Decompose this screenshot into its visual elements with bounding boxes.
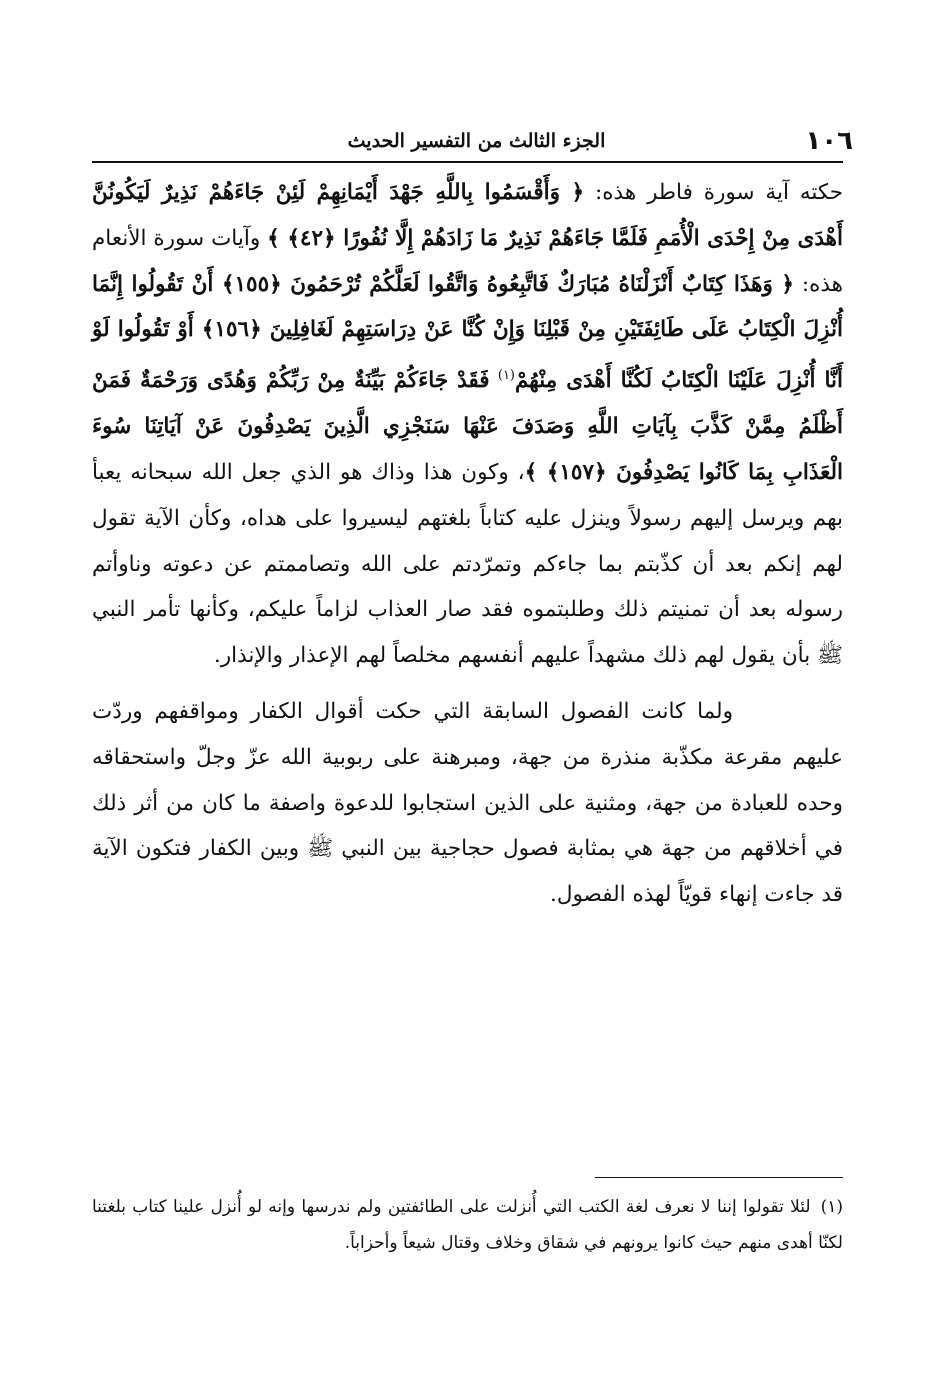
running-title: الجزء الثالث من التفسير الحديث [347, 130, 606, 152]
paragraph-2: ولما كانت الفصول السابقة التي حكت أقوال الكفار ومواقفهم وردّت عليهم مقرعة مكذّبة منذرة من جهة، ومبرهنة على ربوبية الله عزّ وجلّ واستحقاقه وحده للعبادة من جهة، ومثنية على الذين استجابوا للدعوة واصفة ما كان من أثر ذلك في أخلاقهم من جهة هي بمثابة فصول حجاجية بين النبي ﷺ وبين الكفار فتكون الآية قد جاءت إنهاء قويّاً لهذه الفصول. [92, 698, 843, 908]
quran-quote-anam-1: ﴿ وَهَذَا كِتَابٌ أَنْزَلْنَاهُ مُبَارَكٌ فَاتَّبِعُوهُ وَاتَّقُوا لَعَلَّكُمْ تُرْحَمُونَ ﴿١٥٥﴾ أَنْ تَقُولُوا إِنَّمَا أُنْزِلَ الْكِتَابُ عَلَى طَائِفَتَيْنِ مِنْ قَبْلِنَا وَإِنْ كُنَّا عَنْ دِرَاسَتِهِمْ لَغَافِلِينَ ﴿١٥٦﴾ أَوْ تَقُولُوا لَوْ أَنَّا أُنْزِلَ عَلَيْنَا الْكِتَابُ لَكُنَّا أَهْدَى مِنْهُمْ [92, 271, 843, 394]
footnote-marker: (١) [820, 1197, 843, 1217]
intro-text: حكته آية سورة فاطر هذه: [595, 180, 843, 205]
running-header [140, 124, 853, 158]
footnote-text: لئلا تقولوا إننا لا نعرف لغة الكتب التي أُنزلت على الطائفتين ولم ندرسها وإنه لو أُنزل علينا كتاب بلغتنا لكنّا أهدى منهم حيث كانوا يرونهم في شقاق وخلاف وقتال شيعاً وأحزاباً. [92, 1197, 843, 1253]
commentary-text: ، وكون هذا وذاك هو الذي جعل الله سبحانه يعبأ بهم ويرسل إليهم رسولاً وينزل عليه كتاباً بلغتهم ليسيروا على هداه، وكأن الآية تقول لهم إنكم بعد أن كذّبتم بما جاءكم وتمرّدتم على الله وتصاممتم عن دعوته وناوأتم رسوله بعد أن تمنيتم ذلك وطلبتموه فقد صار العذاب لزاماً عليكم، وكأنها تأمر النبي ﷺ بأن يقول لهم ذلك مشهداً عليهم أنفسهم مخلصاً لهم الإعذار والإنذار. [92, 459, 843, 669]
paragraph-1 [92, 170, 843, 679]
header-divider [92, 161, 843, 163]
footnote [92, 1189, 843, 1261]
quran-quote-fatir: ﴿ وَأَقْسَمُوا بِاللَّهِ جَهْدَ أَيْمَانِهِمْ لَئِنْ جَاءَهُمْ نَذِيرٌ لَيَكُونُنَّ أَهْدَى مِنْ إِحْدَى الْأُمَمِ فَلَمَّا جَاءَهُمْ نَذِيرٌ مَا زَادَهُمْ إِلَّا نُفُورًا ﴿٤٢﴾ ﴾ [92, 180, 843, 251]
quran-quote-anam-2: فَقَدْ جَاءَكُمْ بَيِّنَةٌ مِنْ رَبِّكُمْ وَهُدًى وَرَحْمَةٌ فَمَنْ أَظْلَمُ مِمَّنْ كَذَّبَ بِآيَاتِ اللَّهِ وَصَدَفَ عَنْهَا سَنَجْزِي الَّذِينَ يَصْدِفُونَ عَنْ آيَاتِنَا سُوءَ الْعَذَابِ بِمَا كَانُوا يَصْدِفُونَ ﴿١٥٧﴾ ﴾ [92, 368, 843, 485]
footnote-divider [595, 1177, 843, 1178]
page-number: ١٠٦ [805, 126, 853, 156]
main-text [92, 170, 843, 918]
footnote-reference: (١) [497, 368, 515, 384]
transition-text: وآيات سورة الأنعام هذه: [92, 225, 843, 297]
